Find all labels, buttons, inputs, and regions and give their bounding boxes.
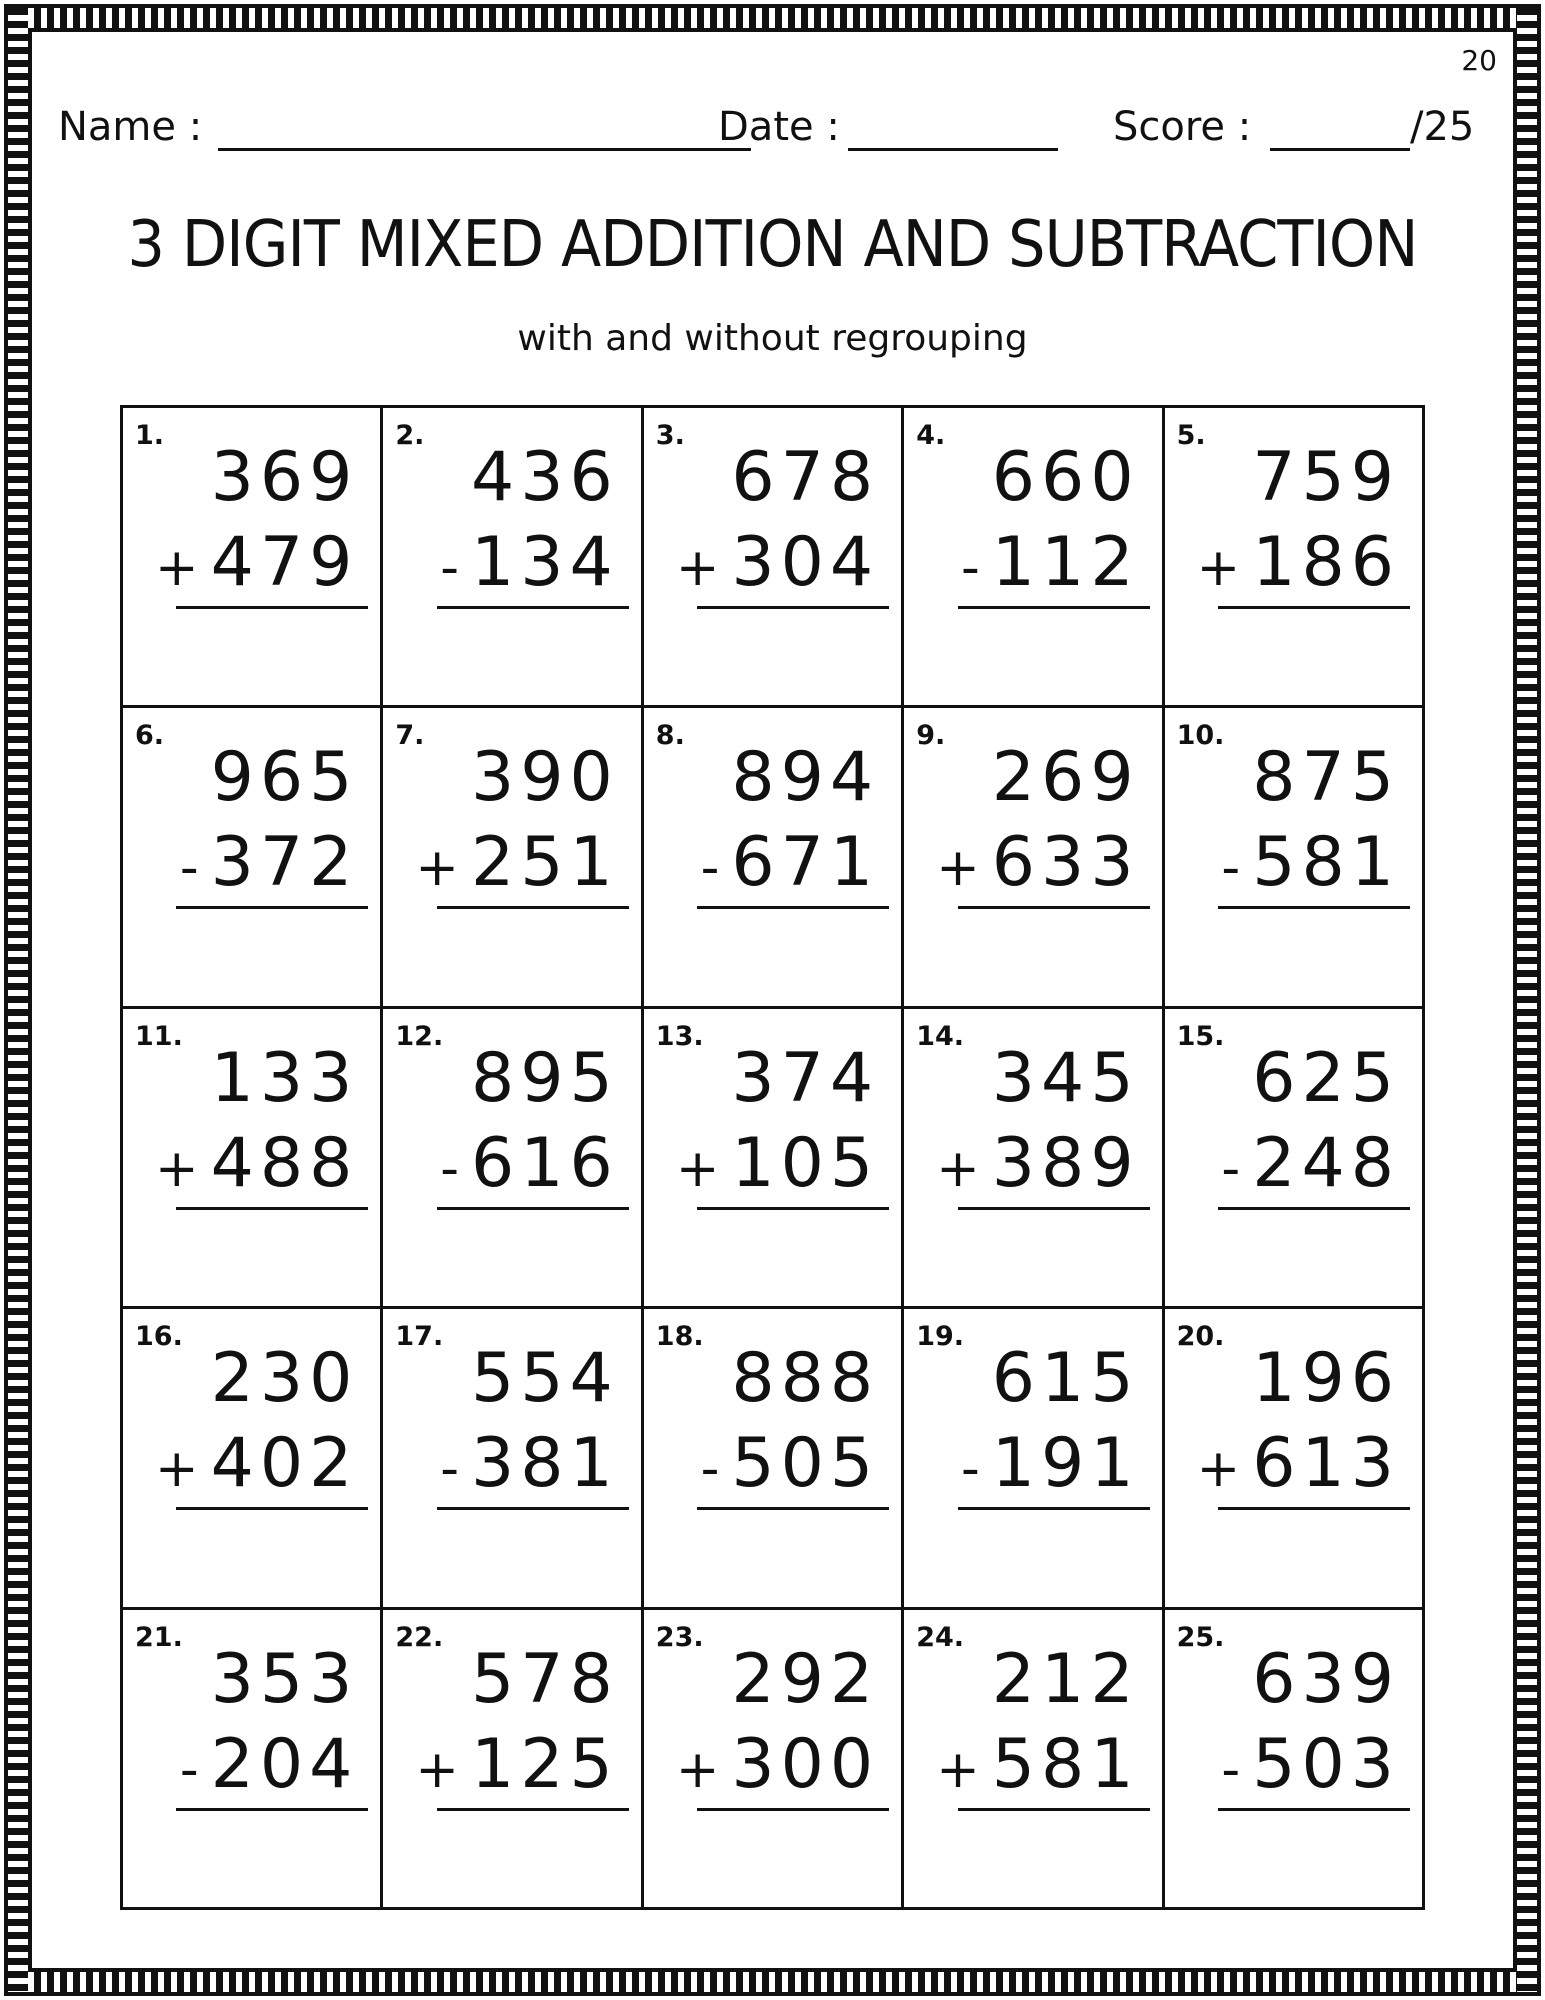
bottom-operand-row xyxy=(1221,1124,1400,1203)
problem-number: 15. xyxy=(1176,1020,1225,1052)
answer-line xyxy=(697,1808,889,1811)
problem-cell[interactable] xyxy=(383,1009,643,1309)
decorative-border-bottom xyxy=(8,1972,1537,1992)
answer-line xyxy=(1218,606,1410,609)
problem-cell[interactable] xyxy=(904,1309,1164,1609)
operator-sign: - xyxy=(700,1439,726,1500)
problem-cell[interactable] xyxy=(644,1309,904,1609)
answer-line xyxy=(958,1507,1150,1510)
name-blank[interactable] xyxy=(218,148,751,151)
answer-line xyxy=(437,1507,629,1510)
bottom-operand: 616 xyxy=(471,1123,619,1203)
bottom-operand: 505 xyxy=(731,1424,880,1504)
bottom-operand-row xyxy=(701,823,880,902)
bottom-operand-row xyxy=(415,1725,618,1804)
problem-number: 12. xyxy=(395,1020,444,1052)
bottom-operand: 125 xyxy=(471,1724,619,1804)
bottom-operand: 503 xyxy=(1252,1724,1400,1804)
top-operand: 578 xyxy=(471,1639,619,1719)
answer-line xyxy=(1218,906,1410,909)
bottom-operand-row xyxy=(440,1424,619,1503)
bottom-operand-row xyxy=(180,1725,359,1804)
bottom-operand: 402 xyxy=(210,1424,359,1504)
answer-line xyxy=(958,1808,1150,1811)
bottom-operand: 186 xyxy=(1252,523,1400,602)
problem-grid xyxy=(120,405,1425,1910)
operator-sign: - xyxy=(1221,1138,1247,1199)
answer-line xyxy=(958,606,1150,609)
top-operand: 875 xyxy=(1252,738,1400,818)
operator-sign: - xyxy=(179,838,205,899)
bottom-operand: 248 xyxy=(1252,1123,1400,1203)
top-operand: 554 xyxy=(471,1339,619,1419)
bottom-operand-row xyxy=(1221,823,1400,902)
problem-number: 7. xyxy=(395,720,425,752)
top-operand: 965 xyxy=(210,738,359,818)
answer-line xyxy=(437,606,629,609)
operator-sign: + xyxy=(936,1739,986,1800)
score-label: Score : xyxy=(1113,104,1252,150)
bottom-operand: 381 xyxy=(471,1424,619,1504)
top-operand: 353 xyxy=(210,1639,359,1719)
top-operand: 369 xyxy=(210,438,359,517)
problem-number: 24. xyxy=(916,1621,965,1653)
top-operand: 292 xyxy=(731,1639,880,1719)
answer-line xyxy=(437,1808,629,1811)
answer-line xyxy=(176,1507,368,1510)
top-operand: 894 xyxy=(731,738,880,818)
problem-number: 11. xyxy=(135,1020,183,1052)
top-operand: 269 xyxy=(991,738,1140,818)
top-operand: 133 xyxy=(210,1038,359,1118)
bottom-operand: 479 xyxy=(210,523,359,602)
problem-number: 19. xyxy=(916,1321,965,1353)
bottom-operand-row xyxy=(1197,523,1400,602)
operator-sign: + xyxy=(675,1138,726,1199)
problem-number: 2. xyxy=(395,420,425,451)
bottom-operand-row xyxy=(676,523,879,602)
problem-number: 20. xyxy=(1176,1321,1225,1353)
problem-cell[interactable] xyxy=(904,708,1164,1008)
answer-line xyxy=(437,1207,629,1210)
top-operand: 660 xyxy=(991,438,1140,517)
problem-number: 21. xyxy=(135,1621,183,1653)
bottom-operand: 613 xyxy=(1252,1424,1400,1504)
operator-sign: + xyxy=(936,1138,986,1199)
bottom-operand: 671 xyxy=(731,823,880,903)
problem-cell[interactable] xyxy=(904,408,1164,708)
operator-sign: + xyxy=(936,838,986,899)
top-operand: 345 xyxy=(991,1038,1140,1118)
problem-cell[interactable] xyxy=(383,708,643,1008)
problem-cell[interactable] xyxy=(1165,1009,1425,1309)
score-blank[interactable] xyxy=(1270,148,1410,151)
bottom-operand: 112 xyxy=(991,523,1140,602)
bottom-operand-row xyxy=(1197,1424,1400,1503)
bottom-operand-row xyxy=(180,823,359,902)
answer-line xyxy=(1218,1507,1410,1510)
answer-line xyxy=(958,1207,1150,1210)
top-operand: 436 xyxy=(471,438,619,517)
answer-line xyxy=(176,906,368,909)
decorative-border-right xyxy=(1517,8,1537,1992)
bottom-operand-row xyxy=(1221,1725,1400,1804)
operator-sign: + xyxy=(155,538,205,598)
operator-sign: - xyxy=(440,1138,465,1199)
answer-line xyxy=(697,606,889,609)
answer-line xyxy=(176,1207,368,1210)
operator-sign: - xyxy=(179,1739,205,1800)
problem-number: 3. xyxy=(655,420,685,451)
problem-cell[interactable] xyxy=(123,408,383,708)
bottom-operand-row xyxy=(676,1725,879,1804)
bottom-operand-row xyxy=(676,1124,879,1203)
problem-number: 18. xyxy=(655,1321,704,1353)
answer-line xyxy=(1218,1207,1410,1210)
operator-sign: - xyxy=(961,538,986,598)
operator-sign: + xyxy=(1196,538,1247,598)
top-operand: 230 xyxy=(210,1339,359,1419)
problem-number: 25. xyxy=(1176,1621,1225,1653)
problem-cell[interactable] xyxy=(383,1610,643,1910)
bottom-operand-row xyxy=(936,1725,1139,1804)
operator-sign: - xyxy=(1221,838,1247,899)
top-operand: 390 xyxy=(471,738,619,818)
date-blank[interactable] xyxy=(848,148,1058,151)
bottom-operand: 105 xyxy=(731,1123,880,1203)
bottom-operand: 581 xyxy=(991,1724,1140,1804)
problem-number: 9. xyxy=(916,720,946,752)
worksheet-subtitle: with and without regrouping xyxy=(517,318,1028,359)
problem-number: 22. xyxy=(395,1621,444,1653)
answer-line xyxy=(176,1808,368,1811)
top-operand: 639 xyxy=(1252,1639,1400,1719)
problem-cell[interactable] xyxy=(644,708,904,1008)
problem-cell[interactable] xyxy=(644,408,904,708)
problem-number: 23. xyxy=(655,1621,704,1653)
decorative-border-left xyxy=(8,8,28,1992)
bottom-operand-row xyxy=(440,1124,619,1203)
bottom-operand: 389 xyxy=(991,1123,1140,1203)
bottom-operand: 204 xyxy=(210,1724,359,1804)
problem-cell[interactable] xyxy=(123,1610,383,1910)
problem-number: 1. xyxy=(135,420,165,451)
bottom-operand-row xyxy=(961,523,1140,602)
problem-number: 13. xyxy=(655,1020,704,1052)
operator-sign: - xyxy=(700,838,726,899)
problem-number: 8. xyxy=(655,720,685,752)
operator-sign: - xyxy=(1221,1739,1247,1800)
answer-line xyxy=(697,1207,889,1210)
top-operand: 212 xyxy=(991,1639,1140,1719)
operator-sign: + xyxy=(675,538,726,598)
problem-cell[interactable] xyxy=(1165,408,1425,708)
worksheet-title: 3 DIGIT MIXED ADDITION AND SUBTRACTION xyxy=(127,208,1418,282)
problem-cell[interactable] xyxy=(123,1009,383,1309)
bottom-operand-row xyxy=(440,523,619,602)
bottom-operand-row xyxy=(936,1124,1139,1203)
bottom-operand: 304 xyxy=(731,523,880,602)
operator-sign: + xyxy=(415,838,465,899)
problem-cell[interactable] xyxy=(383,408,643,708)
problem-number: 6. xyxy=(135,720,165,752)
answer-line xyxy=(437,906,629,909)
bottom-operand-row xyxy=(961,1424,1140,1503)
bottom-operand-row xyxy=(415,823,618,902)
problem-cell[interactable] xyxy=(644,1009,904,1309)
problem-number: 17. xyxy=(395,1321,444,1353)
bottom-operand: 251 xyxy=(471,823,619,903)
problem-cell[interactable] xyxy=(904,1009,1164,1309)
operator-sign: + xyxy=(155,1439,205,1500)
problem-cell[interactable] xyxy=(383,1309,643,1609)
problem-number: 10. xyxy=(1176,720,1225,752)
score-total: /25 xyxy=(1410,104,1475,150)
bottom-operand: 581 xyxy=(1252,823,1400,903)
top-operand: 374 xyxy=(731,1038,880,1118)
problem-cell[interactable] xyxy=(123,708,383,1008)
bottom-operand-row xyxy=(701,1424,880,1503)
operator-sign: + xyxy=(415,1739,465,1800)
top-operand: 196 xyxy=(1252,1339,1400,1419)
problem-cell[interactable] xyxy=(123,1309,383,1609)
top-operand: 678 xyxy=(731,438,880,517)
bottom-operand: 300 xyxy=(731,1724,880,1804)
bottom-operand: 134 xyxy=(471,523,619,602)
page-number: 20 xyxy=(1461,44,1497,77)
decorative-border-top xyxy=(8,8,1537,28)
bottom-operand-row xyxy=(936,823,1139,902)
problem-number: 14. xyxy=(916,1020,965,1052)
name-label: Name : xyxy=(58,104,203,150)
problem-cell[interactable] xyxy=(1165,1309,1425,1609)
problem-number: 5. xyxy=(1176,420,1206,451)
operator-sign: - xyxy=(440,1439,465,1500)
top-operand: 625 xyxy=(1252,1038,1400,1118)
problem-cell[interactable] xyxy=(904,1610,1164,1910)
bottom-operand: 372 xyxy=(210,823,359,903)
bottom-operand: 191 xyxy=(991,1424,1140,1504)
problem-cell[interactable] xyxy=(1165,708,1425,1008)
operator-sign: + xyxy=(675,1739,726,1800)
answer-line xyxy=(958,906,1150,909)
problem-number: 16. xyxy=(135,1321,183,1353)
top-operand: 615 xyxy=(991,1339,1140,1419)
answer-line xyxy=(697,1507,889,1510)
operator-sign: + xyxy=(1196,1439,1247,1500)
problem-cell[interactable] xyxy=(1165,1610,1425,1910)
operator-sign: - xyxy=(440,538,465,598)
problem-cell[interactable] xyxy=(644,1610,904,1910)
top-operand: 895 xyxy=(471,1038,619,1118)
answer-line xyxy=(1218,1808,1410,1811)
bottom-operand-row xyxy=(155,1124,358,1203)
operator-sign: - xyxy=(961,1439,986,1500)
operator-sign: + xyxy=(155,1138,205,1199)
answer-line xyxy=(697,906,889,909)
top-operand: 759 xyxy=(1252,438,1400,517)
top-operand: 888 xyxy=(731,1339,880,1419)
bottom-operand: 633 xyxy=(991,823,1140,903)
student-info-header xyxy=(58,98,1488,158)
date-label: Date : xyxy=(718,104,840,150)
bottom-operand-row xyxy=(155,523,358,602)
problem-number: 4. xyxy=(916,420,946,451)
bottom-operand: 488 xyxy=(210,1123,359,1203)
answer-line xyxy=(176,606,368,609)
bottom-operand-row xyxy=(155,1424,358,1503)
